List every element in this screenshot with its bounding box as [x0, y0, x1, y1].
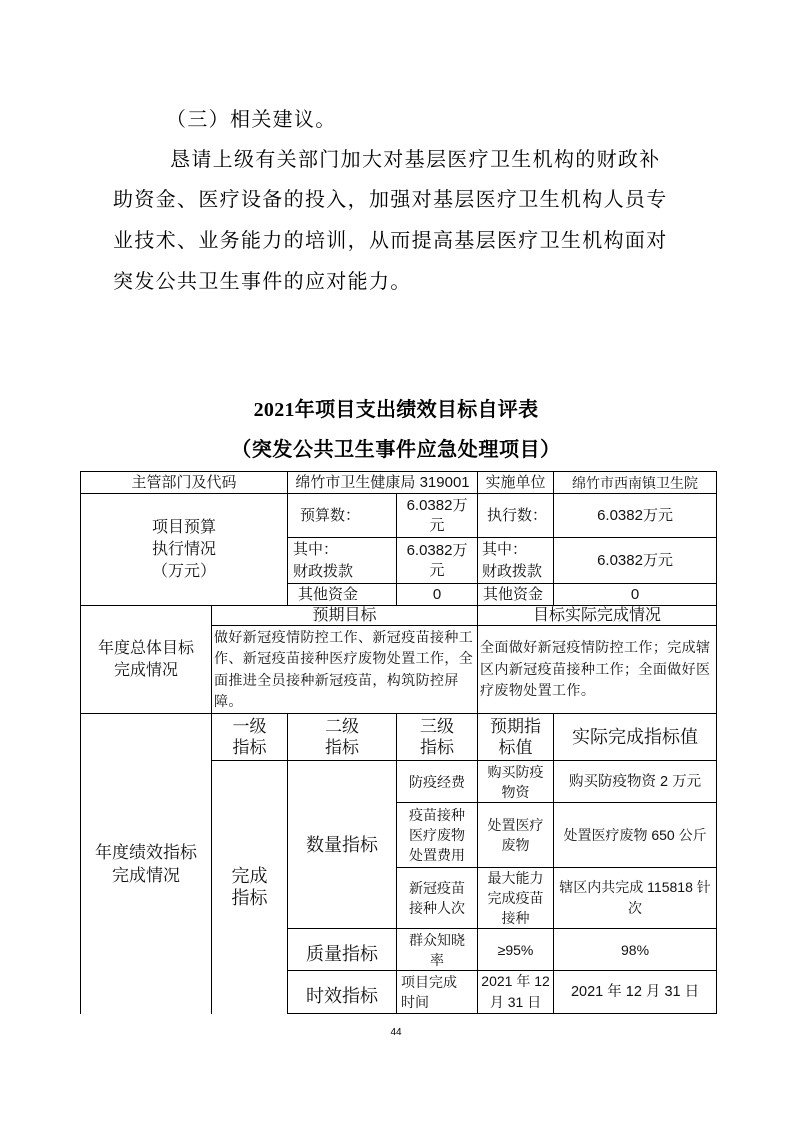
level3-indicator: 新冠疫苗 接种人次	[397, 868, 478, 929]
department-value: 绵竹市卫生健康局 319001	[288, 472, 478, 494]
table-title: 2021年项目支出绩效目标自评表	[253, 399, 539, 421]
level2-timeliness-indicator: 时效指标	[288, 971, 397, 1014]
actual-goal-header: 目标实际完成情况	[478, 606, 717, 626]
budget-amount-value: 6.0382万元	[397, 494, 478, 538]
actual-indicator-value: 购买防疫物资 2 万元	[554, 761, 717, 803]
actual-indicator-value: 98%	[554, 929, 717, 971]
table-row	[81, 606, 717, 626]
actual-indicator-value: 辖区内共完成 115818 针 次	[554, 868, 717, 929]
paragraph-line: 突发公共卫生事件的应对能力。	[113, 271, 412, 293]
department-label: 主管部门及代码	[81, 472, 288, 494]
budget-amount-label: 预算数：	[288, 494, 397, 538]
annual-goal-label: 年度总体目标 完成情况	[81, 606, 212, 714]
budget-fiscal-value: 6.0382万元	[397, 538, 478, 584]
executed-amount-value: 6.0382万元	[554, 494, 717, 538]
expected-goal-header: 预期目标	[212, 606, 478, 626]
budget-fiscal-label: 其中： 财政拨款	[288, 538, 397, 584]
header-actual-value: 实际完成指标值	[554, 714, 717, 761]
executed-fiscal-value: 6.0382万元	[554, 538, 717, 584]
implementing-unit-label: 实施单位	[478, 472, 554, 494]
actual-goal-text: 全面做好新冠疫情防控工作；完成辖区内新冠疫苗接种工作；全面做好医疗废物处置工作。	[478, 626, 717, 714]
actual-indicator-value: 处置医疗废物 650 公斤	[554, 803, 717, 868]
header-level3: 三级 指标	[397, 714, 478, 761]
executed-amount-label: 执行数：	[478, 494, 554, 538]
budget-execution-label: 项目预算 执行情况 （万元）	[81, 494, 288, 606]
budget-other-funds-label: 其他资金	[288, 584, 397, 606]
actual-indicator-value: 2021 年 12 月 31 日	[554, 971, 717, 1014]
expected-indicator-value: 2021 年 12 月 31 日	[478, 971, 554, 1014]
executed-fiscal-label: 其中： 财政拨款	[478, 538, 554, 584]
page-number: 44	[390, 1027, 402, 1038]
expected-indicator-value: 购买防疫 物资	[478, 761, 554, 803]
level3-indicator: 项目完成 时间	[397, 971, 478, 1014]
executed-other-funds-value: 0	[554, 584, 717, 606]
expected-indicator-value: ≥95%	[478, 929, 554, 971]
table-subtitle: （突发公共卫生事件应急处理项目）	[231, 439, 561, 461]
paragraph-line: 恳请上级有关部门加大对基层医疗卫生机构的财政补	[170, 149, 661, 171]
annual-indicators-label: 年度绩效指标 完成情况	[81, 714, 212, 1014]
section-heading: （三）相关建议。	[166, 109, 337, 131]
table-row	[81, 494, 717, 538]
implementing-unit-value: 绵竹市西南镇卫生院	[554, 472, 717, 494]
header-expected-value: 预期指 标值	[478, 714, 554, 761]
table-row	[81, 714, 717, 761]
executed-other-funds-label: 其他资金	[478, 584, 554, 606]
level1-completion-indicator: 完成 指标	[212, 761, 288, 1014]
header-level2: 二级 指标	[288, 714, 397, 761]
table-row	[81, 472, 717, 494]
paragraph-line: 业技术、业务能力的培训，从而提高基层医疗卫生机构面对	[113, 230, 668, 252]
expected-indicator-value: 最大能力 完成疫苗 接种	[478, 868, 554, 929]
expected-indicator-value: 处置医疗 废物	[478, 803, 554, 868]
budget-other-funds-value: 0	[397, 584, 478, 606]
header-level1: 一级 指标	[212, 714, 288, 761]
level3-indicator: 防疫经费	[397, 761, 478, 803]
level3-indicator: 群众知晓 率	[397, 929, 478, 971]
paragraph-line: 助资金、医疗设备的投入，加强对基层医疗卫生机构人员专	[113, 189, 668, 211]
level2-quantity-indicator: 数量指标	[288, 761, 397, 929]
level2-quality-indicator: 质量指标	[288, 929, 397, 971]
level3-indicator: 疫苗接种 医疗废物 处置费用	[397, 803, 478, 868]
performance-self-evaluation-table	[80, 471, 717, 1014]
expected-goal-text: 做好新冠疫情防控工作、新冠疫苗接种工作、新冠疫苗接种医疗废物处置工作，全面推进全员接种新冠疫苗，构筑防控屏障。	[212, 626, 478, 714]
